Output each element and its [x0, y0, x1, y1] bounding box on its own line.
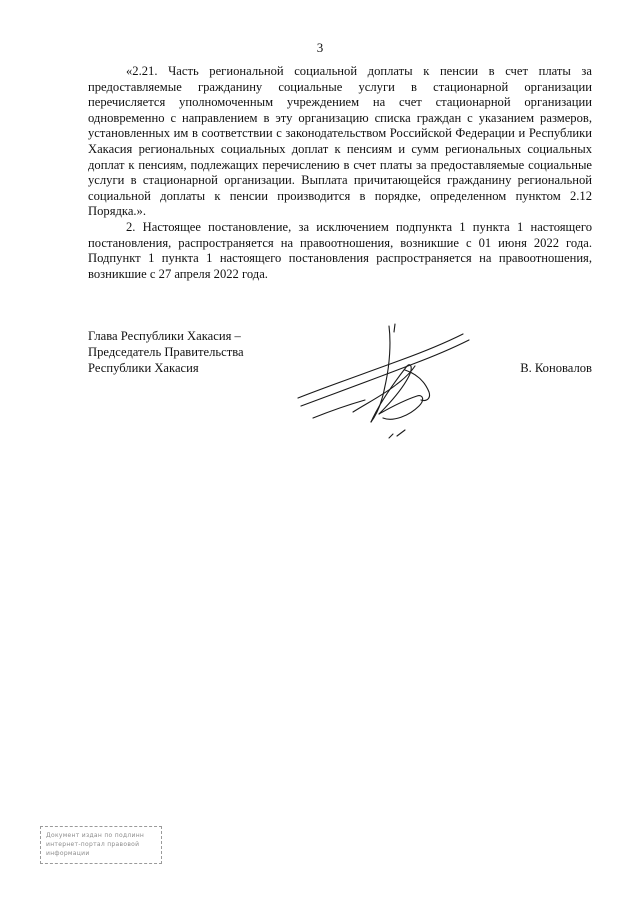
stamp-line: интернет-портал правовой [46, 841, 140, 848]
stamp-line: Документ издан по подлинн [46, 832, 145, 839]
signer-title-line: Глава Республики Хакасия – [88, 329, 241, 343]
handwritten-signature [293, 322, 473, 440]
page-number: 3 [316, 40, 324, 55]
paragraph-2-21: «2.21. Часть региональной социальной доплаты к пенсии в счет платы за предоставляемые гражданину социальные услуги в стационарной организации перечисляется уполномоченным учреждением на счет стационарной организации одновременно с направлением в эту организацию списка граждан с указанием размеров, установленных им в соответствии с законодательством Российской Федерации и Республики Хакасия региональных социальных доплат к пенсиям и сумм региональных социальных доплат к пенсиям, подлежащих перечислению в счет платы за предоставляемые социальные услуги в стационарной организации. Выплата причитающейся гражданину региональной социальной доплаты к пенсии производится в порядке, определенном пунктом 2.12 Порядка.». [88, 64, 592, 219]
signer-title-line: Республики Хакасия [88, 361, 199, 375]
signer-title-line: Председатель Правительства [88, 345, 244, 359]
paragraph-2: 2. Настоящее постановление, за исключением подпункта 1 пункта 1 настоящего постановления, распространяется на правоотношения, возникшие с 01 июня 2022 года. Подпункт 1 пункта 1 настоящего постановления распространяется на правоотношения, возникшие с 27 апреля 2022 года. [88, 219, 592, 281]
signature-block [88, 328, 592, 438]
signer-title [88, 328, 244, 376]
electronic-document-stamp [40, 826, 162, 864]
stamp-line: информации [46, 850, 90, 857]
document-body [88, 64, 592, 282]
signer-name: В. Коновалов [520, 361, 592, 375]
